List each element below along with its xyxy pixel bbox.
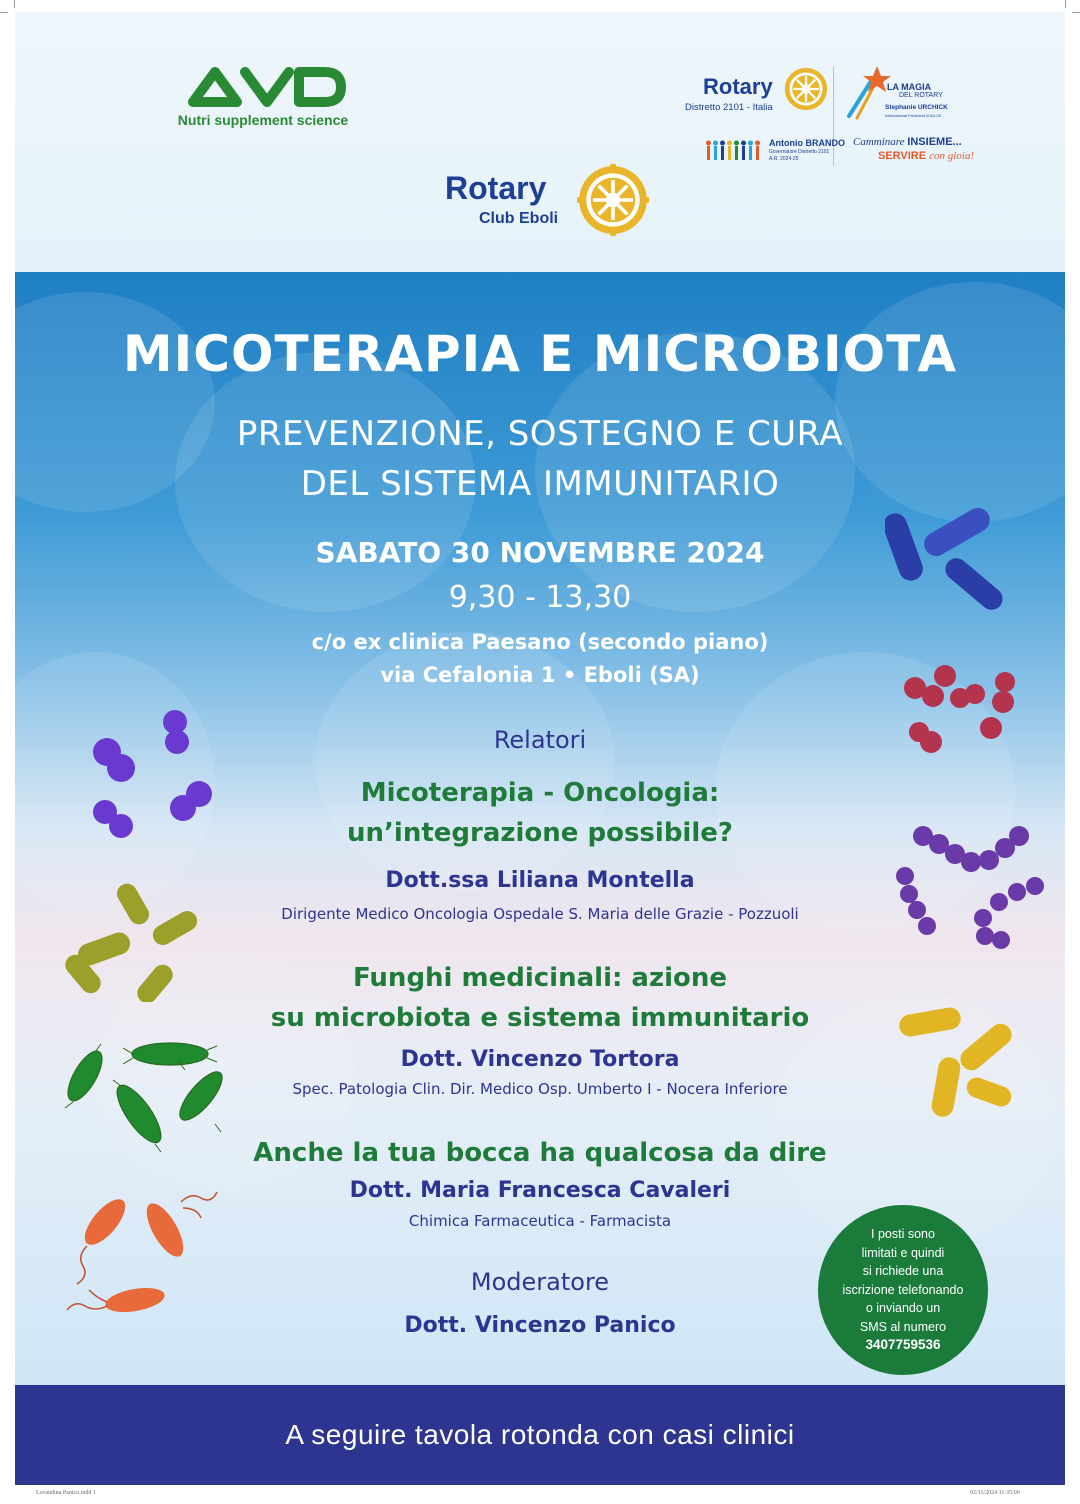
- rotary-club-eboli-logo: [443, 162, 643, 242]
- phone-number: 3407759536: [865, 1337, 941, 1353]
- district-subtitle: Distretto 2101 - Italia: [685, 102, 773, 113]
- governor-name: Antonio BRANDO: [769, 138, 845, 148]
- governor-year: A.R. 2024-25: [769, 156, 799, 162]
- crop-mark: [0, 12, 8, 13]
- people-icon: [705, 138, 765, 162]
- club-name: Club Eboli: [479, 210, 559, 227]
- event-date: SABATO 30 NOVEMBRE 2024: [315, 536, 765, 569]
- footer-text: A seguire tavola rotonda con casi clinici: [285, 1419, 795, 1450]
- event-time: 9,30 - 13,30: [448, 580, 632, 615]
- orange-flagellated-bacteria-illustration: [65, 1182, 225, 1332]
- talk2-speaker: Dott. Vincenzo Tortora: [400, 1047, 680, 1072]
- crop-mark: [1065, 0, 1066, 8]
- district-divider: [833, 66, 834, 166]
- motto-line1: Camminare INSIEME...: [853, 136, 962, 148]
- magia-line2: DEL ROTARY: [899, 92, 943, 99]
- event-title: MICOTERAPIA E MICROBIOTA: [122, 325, 958, 383]
- event-subtitle-line2: DEL SISTEMA IMMUNITARIO: [300, 464, 780, 504]
- talk1-speaker: Dott.ssa Liliana Montella: [385, 868, 695, 893]
- magia-line1: LA MAGIA: [887, 82, 932, 92]
- talk1-title-line2: un’integrazione possibile?: [347, 818, 733, 848]
- moderatore-label: Moderatore: [470, 1268, 610, 1296]
- talk1-speaker-role: Dirigente Medico Oncologia Ospedale S. Maria delle Grazie - Pozzuoli: [281, 905, 799, 923]
- motto-line2: SERVIRE con gioia!: [878, 150, 975, 162]
- crop-mark: [1072, 12, 1080, 13]
- event-venue-line2: via Cefalonia 1 • Eboli (SA): [380, 663, 700, 687]
- rotary-wheel-icon: [577, 164, 649, 236]
- club-rotary-wordmark: Rotary: [445, 170, 547, 206]
- avd-tagline: Nutri supplement science: [177, 112, 349, 128]
- crop-mark: [14, 0, 15, 8]
- district-rotary-wordmark: Rotary: [703, 74, 773, 99]
- talk3-title: Anche la tua bocca ha qualcosa da dire: [253, 1138, 827, 1168]
- footer-band: [15, 1385, 1065, 1485]
- moderator-name: Dott. Vincenzo Panico: [404, 1313, 676, 1338]
- event-subtitle-line1: PREVENZIONE, SOSTEGNO E CURA: [236, 414, 844, 454]
- governor-title: Governatore Distretto 2101: [769, 149, 830, 155]
- print-timestamp: 02/11/2024 11:35:00: [970, 1490, 1020, 1496]
- rotary-district-logo: [685, 62, 985, 182]
- president-title: International President 2024-25: [885, 113, 941, 118]
- avd-logo: [163, 64, 363, 144]
- talk2-title-line2: su microbiota e sistema immunitario: [270, 1003, 810, 1033]
- president-name: Stephanie URCHICK: [885, 104, 948, 111]
- relatori-label: Relatori: [493, 726, 587, 754]
- registration-info: I posti sono limitati e quindi si richiede una iscrizione telefonando o inviando un SMS al numero 3407759536: [828, 1225, 978, 1355]
- talk2-speaker-role: Spec. Patologia Clin. Dir. Medico Osp. Umberto I - Nocera Inferiore: [292, 1080, 788, 1098]
- registration-badge: [818, 1205, 988, 1375]
- talk3-speaker-role: Chimica Farmaceutica - Farmacista: [408, 1212, 672, 1230]
- talk3-speaker: Dott. Maria Francesca Cavaleri: [349, 1178, 731, 1203]
- event-venue-line1: c/o ex clinica Paesano (secondo piano): [311, 630, 769, 654]
- event-poster: [15, 12, 1065, 1485]
- talk2-title-line1: Funghi medicinali: azione: [352, 963, 728, 993]
- talk1-title-line1: Micoterapia - Oncologia:: [360, 778, 720, 808]
- rotary-wheel-icon: [783, 66, 829, 112]
- print-file-info: Locandina Panico.indd 1: [36, 1490, 96, 1496]
